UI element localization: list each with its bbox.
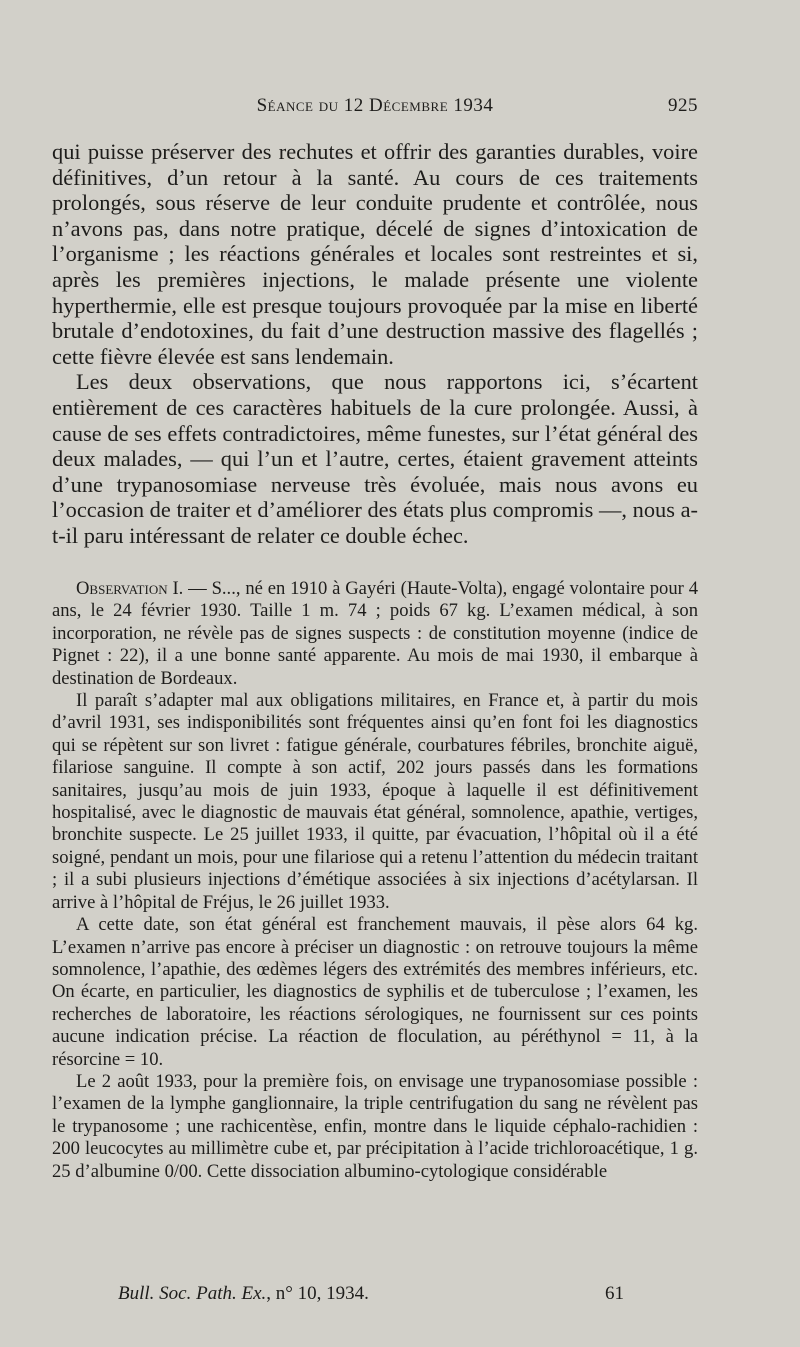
paragraph: Il paraît s’adapter mal aux obligations militaires, en France et, à partir du mois d’avril 1931, ses indisponibilités sont fréquentes ainsi qu’en font foi les diagnostics qui se répètent sur son livret : fatigue générale, courbatures fébriles, bronchite aiguë, filariose sanguine. Il compte à son actif, 202 jours passés dans les formations sanitaires, jusqu’au mois de juin 1933, époque à laquelle il est définitivement hospitalisé, avec le diagnostic de mauvais état général, somnolence, apathie, vertiges, bronchite suspecte. Le 25 juillet 1933, il quitte, par évacuation, l’hôpital où il a été soigné, pendant un mois, pour une filariose qui a retenu l’attention du médecin traitant ; il a subi plusieurs injections d’émétique associées à six injections d’acétylarsan. Il arrive à l’hôpital de Fréjus, le 26 juillet 1933. xyxy=(52,690,698,913)
page-footer xyxy=(52,1283,698,1307)
journal-name: Bull. Soc. Path. Ex. xyxy=(118,1283,267,1304)
paragraph: A cette date, son état général est franchement mauvais, il pèse alors 64 kg. L’examen n’arrive pas encore à préciser un diagnostic : on retrouve toujours la même somnolence, l’apathie, des œdèmes légers des extrémités des membres inférieurs, etc. On écarte, en particulier, les diagnostics de syphilis et de tuberculose ; l’examen, les recherches de laboratoire, les réactions sérologiques, ne fournissent sur ces points aucune indication précise. La réaction de floculation, au péréthynol = 11, à la résorcine = 10. xyxy=(52,914,698,1070)
observation-section xyxy=(52,578,698,1183)
journal-issue: , n° 10, 1934. xyxy=(266,1283,369,1304)
paragraph: Le 2 août 1933, pour la première fois, on envisage une trypanosomiase possible : l’examen de la lymphe ganglionnaire, la triple centrifugation du sang ne révèlent pas le trypanosome ; une rachicentèse, enfin, montre dans le liquide céphalo-rachidien : 200 leucocytes au millimètre cube et, par précipitation à l’acide trichloroacétique, 1 g. 25 d’albumine 0/00. Cette dissociation albumino-cytologique considérable xyxy=(52,1070,698,1182)
book-page xyxy=(52,0,698,1347)
observation-first-paragraph xyxy=(52,578,698,690)
paragraph: qui puisse préserver des rechutes et offrir des garanties durables, voire définitives, d’un retour à la santé. Au cours de ces traitements prolongés, sous réserve de leur conduite prudente et contrôlée, nous n’avons pas, dans notre pratique, décelé de signes d’intoxication de l’organisme ; les réactions générales et locales sont restreintes et si, après les premières injections, le malade présente une violente hyperthermie, elle est presque toujours provoquée par la mise en liberté brutale d’endotoxines, du fait d’une destruction massive des flagellés ; cette fièvre élevée est sans lendemain. xyxy=(52,139,698,369)
observation-heading: Observation I. xyxy=(76,578,184,599)
page-number: 925 xyxy=(668,95,698,116)
main-text xyxy=(52,139,698,549)
running-head xyxy=(52,95,698,119)
running-head-title: Séance du 12 Décembre 1934 xyxy=(256,95,494,116)
paragraph: Les deux observations, que nous rapportons ici, s’écartent entièrement de ces caractères habituels de la cure prolongée. Aussi, à cause de ses effets contradictoires, même funestes, sur l’état général des deux malades, — qui l’un et l’autre, certes, étaient gravement atteints d’une trypanosomiase nerveuse très évoluée, mais nous avons eu l’occasion de traiter et d’améliorer des états plus compromis —, nous a-t-il paru intéressant de relater ce double échec. xyxy=(52,369,698,548)
signature-mark: 61 xyxy=(605,1283,624,1304)
observation-first-text: — S..., né en 1910 à Gayéri (Haute-Volta), engagé volontaire pour 4 ans, le 24 février 1930. Taille 1 m. 74 ; poids 67 kg. L’examen médical, à son incorporation, ne révèle pas de signes suspects : de constitution moyenne (indice de Pignet : 22), il a une bonne santé apparente. Au mois de mai 1930, il embarque à destination de Bordeaux. xyxy=(52,578,698,689)
journal-citation xyxy=(118,1283,369,1305)
